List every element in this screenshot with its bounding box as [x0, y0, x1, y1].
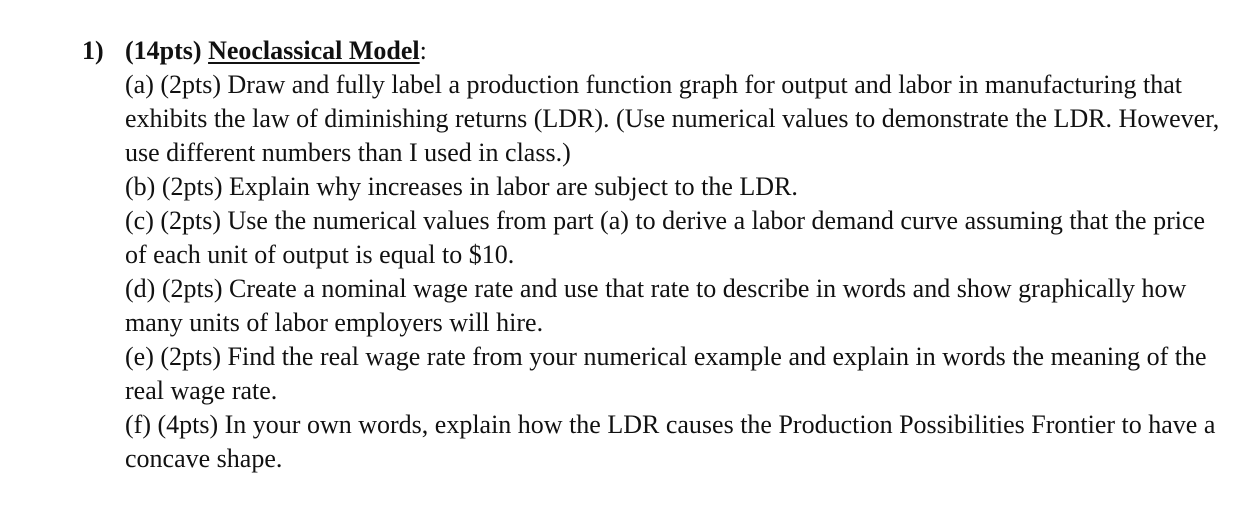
part-b: (b) (2pts) Explain why increases in labor are subject to the LDR.	[125, 172, 798, 201]
question-header	[82, 34, 1232, 68]
part-d: (d) (2pts) Create a nominal wage rate and use that rate to describe in words and show graphically how many units of labor employers will hire.	[125, 274, 1187, 337]
question-points: (14pts)	[125, 36, 202, 65]
question-parts	[125, 68, 1230, 476]
part-e: (e) (2pts) Find the real wage rate from your numerical example and explain in words the meaning of the real wage rate.	[125, 342, 1207, 405]
question-number: 1)	[82, 36, 104, 65]
part-a: (a) (2pts) Draw and fully label a production function graph for output and labor in manufacturing that exhibits the law of diminishing returns (LDR). (Use numerical values to demonstrate the LDR. However, use different numbers than I used in class.)	[125, 70, 1220, 167]
question-title: Neoclassical Model	[208, 36, 420, 65]
question-title-colon: :	[419, 36, 427, 65]
part-c: (c) (2pts) Use the numerical values from part (a) to derive a labor demand curve assuming that the price of each unit of output is equal to $10.	[125, 206, 1206, 269]
part-f: (f) (4pts) In your own words, explain how the LDR causes the Production Possibilities Frontier to have a concave shape.	[125, 410, 1216, 473]
question-block	[82, 34, 1232, 476]
